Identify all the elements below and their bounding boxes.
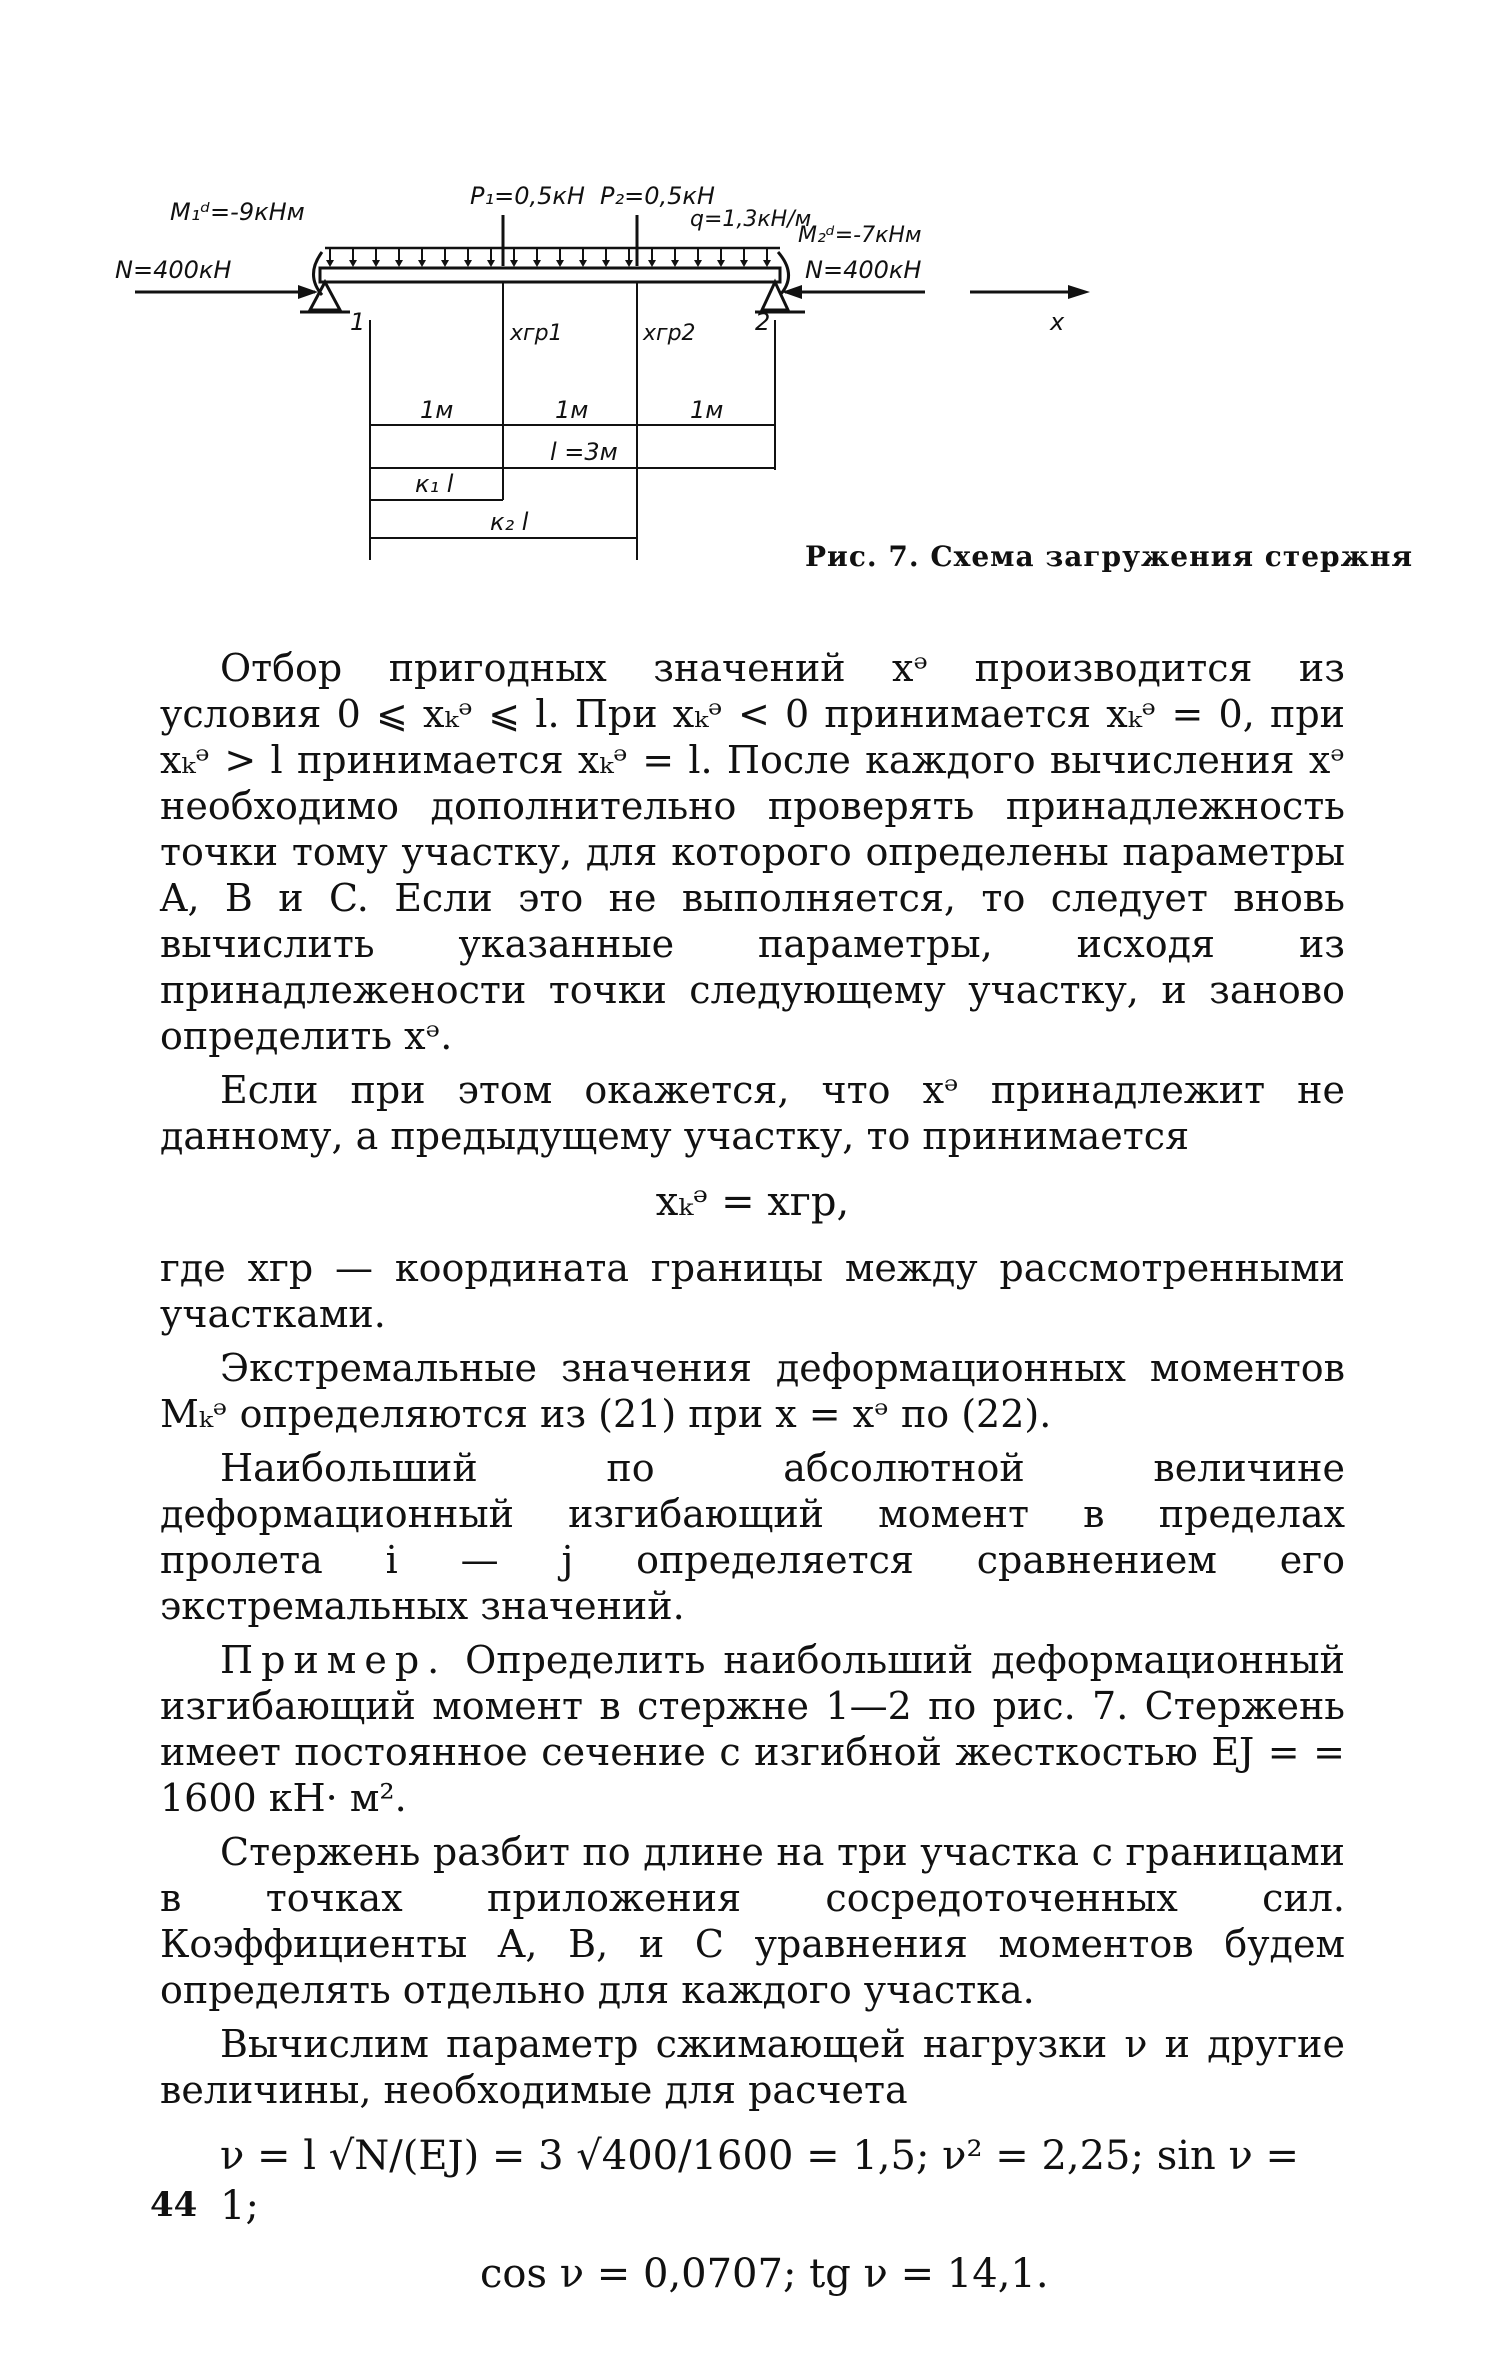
load-arrowhead <box>625 260 633 267</box>
paragraph-5: Наибольший по абсолютной величине деформационный изгибающий момент в пределах пролета i — j определяется сравнением его экстремальных значений. <box>160 1446 1345 1628</box>
load-arrowhead <box>763 260 771 267</box>
load-arrowhead <box>671 260 679 267</box>
label-node-2: 2 <box>755 308 771 336</box>
load-arrowhead <box>326 260 334 267</box>
label-P1: P₁=0,5кН <box>470 182 585 210</box>
dimension-label-k1l: к₁ l <box>415 470 454 498</box>
label-q: q=1,3кН/м <box>690 207 812 232</box>
beam-loading-diagram <box>115 160 1350 590</box>
paragraph-3: где xгр — координата границы между рассмотренными участками. <box>160 1246 1345 1336</box>
figure-caption: Рис. 7. Схема загружения стержня <box>805 540 1414 573</box>
formula-xk-equals-xgr: xₖᵊ = xгр, <box>655 1179 850 1225</box>
dimension-label-1: 1м <box>420 396 454 424</box>
load-arrowhead <box>372 260 380 267</box>
dimension-label-k2l: к₂ l <box>490 508 529 536</box>
beam <box>320 268 780 282</box>
paragraph-8: Вычислим параметр сжимающей нагрузки ν и другие величины, необходимые для расчета <box>160 2022 1345 2112</box>
distributed-load-arrows <box>326 248 771 267</box>
support-1 <box>310 282 340 310</box>
load-arrowhead <box>349 260 357 267</box>
example-text: Определить наибольший деформационный изгибающий момент в стержне 1—2 по рис. 7. Стержень имеет постоянное сечение с изгибной жесткостью EJ = = 1600 кН· м². <box>160 1638 1345 1820</box>
paragraph-2: Если при этом окажется, что xᵊ принадлежит не данному, а предыдущему участку, то принимается <box>160 1068 1345 1158</box>
paragraph-1: Отбор пригодных значений xᵊ производится из условия 0 ⩽ xₖᵊ ⩽ l. При xₖᵊ < 0 принимается xₖᵊ = 0, при xₖᵊ > l принимается xₖᵊ = l. После каждого вычисления xᵊ необходимо дополнительно проверять принадлежность точки тому участку, для которого определены параметры A, B и C. Если это не выполняется, то следует вновь вычислить указанные параметры, исходя из принадлежености точки следующему участку, и заново определить xᵊ. <box>160 646 1345 1058</box>
label-N-right: N=400кН <box>805 256 922 284</box>
load-arrowhead <box>717 260 725 267</box>
example-lead: Пример. <box>220 1638 448 1682</box>
label-M1: M₁ᵈ=-9кНм <box>170 198 305 226</box>
dimension-label-l: l =3м <box>550 438 618 466</box>
load-arrowhead <box>441 260 449 267</box>
load-arrowhead <box>395 260 403 267</box>
dimension-label-3: 1м <box>690 396 724 424</box>
label-M2: M₂ᵈ=-7кНм <box>798 223 922 248</box>
page-number: 44 <box>150 2185 198 2225</box>
load-arrowhead <box>533 260 541 267</box>
load-arrowhead <box>648 260 656 267</box>
label-node-1: 1 <box>350 308 366 336</box>
dimension-label-2: 1м <box>555 396 589 424</box>
body-text <box>160 645 1345 2317</box>
paragraph-7: Стержень разбит по длине на три участка с границами в точках приложения сосредоточенных сил. Коэффициенты A, B, и C уравнения моментов будем определять отдельно для каждого участка. <box>160 1830 1345 2012</box>
label-P2: P₂=0,5кН <box>600 182 715 210</box>
paragraph-4: Экстремальные значения деформационных моментов Mₖᵊ определяются из (21) при x = xᵊ по (22). <box>160 1346 1345 1436</box>
load-arrowhead <box>418 260 426 267</box>
load-arrowhead <box>510 260 518 267</box>
load-arrowhead <box>487 260 495 267</box>
label-x: x <box>1050 308 1065 336</box>
paragraph-6 <box>160 1637 1345 1821</box>
load-arrowhead <box>740 260 748 267</box>
formula-cos-tg: cos ν = 0,0707; tg ν = 14,1. <box>480 2251 1049 2297</box>
load-arrowhead <box>602 260 610 267</box>
label-N-left: N=400кН <box>115 256 232 284</box>
formula-nu: ν = l √N/(EJ) = 3 √400/1600 = 1,5; ν² = 2,25; sin ν = 1; <box>220 2133 1300 2229</box>
load-arrowhead <box>464 260 472 267</box>
support-2 <box>762 282 788 310</box>
label-xgr1: xгр1 <box>510 321 563 346</box>
load-arrowhead <box>579 260 587 267</box>
load-arrowhead <box>694 260 702 267</box>
x-axis-arrowhead <box>1068 285 1090 299</box>
label-xgr2: xгр2 <box>643 321 696 346</box>
load-arrowhead <box>556 260 564 267</box>
